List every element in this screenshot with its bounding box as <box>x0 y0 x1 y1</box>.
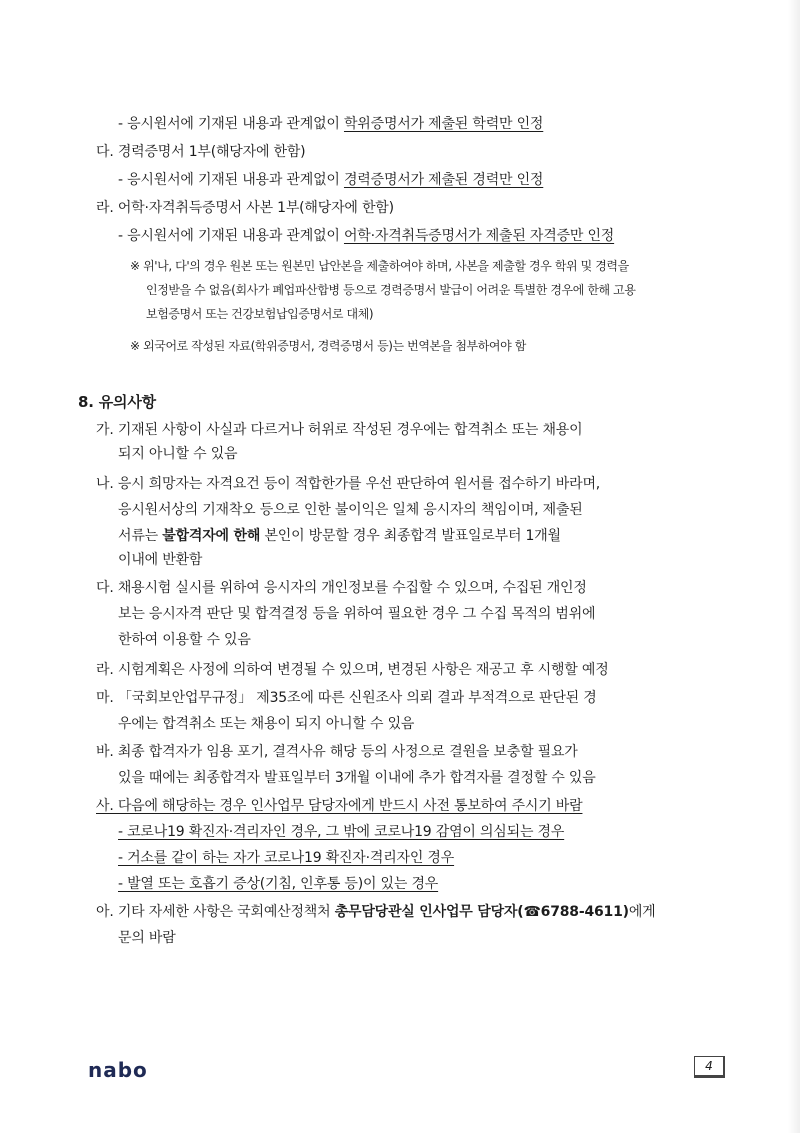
section-heading: 8. 유의사항 <box>78 393 156 411</box>
item-ba-line2: 있을 때에는 최종합격자 발표일부터 3개월 이내에 추가 합격자를 결정할 수 있음 <box>118 770 596 786</box>
item-da-career: 다. 경력증명서 1부(해당자에 한함) <box>96 144 306 160</box>
item-ma-line2: 우에는 합격취소 또는 채용이 되지 아니할 수 있음 <box>118 716 415 732</box>
nabo-logo: nabo <box>88 1058 148 1082</box>
item-na-line2: 응시원서상의 기재착오 등으로 인한 불이익은 일체 응시자의 책임이며, 제출된 <box>118 502 583 518</box>
item-a-text-post: 에게 <box>628 904 656 920</box>
item-na-line3 <box>118 526 561 546</box>
item-na-line4: 이내에 반환함 <box>118 552 203 568</box>
career-rule-underlined: 경력증명서가 제출된 경력만 인정 <box>343 172 544 188</box>
item-sa-bullet-2: - 거소를 같이 하는 자가 코로나19 확진자·격리자인 경우 <box>118 850 455 866</box>
note-original-docs-1: ※ 위'나, 다'의 경우 원본 또는 원본민 납안본을 제출하여야 하며, 사본을 제출할 경우 학위 및 경력을 <box>130 259 629 273</box>
item-ra-certificate: 라. 어학·자격취득증명서 사본 1부(해당자에 한함) <box>96 200 394 216</box>
degree-rule-text: - 응시원서에 기재된 내용과 관계없이 <box>118 116 344 132</box>
item-a-line2: 문의 바람 <box>118 930 176 946</box>
item-a-line1 <box>96 902 655 922</box>
page-number-box <box>694 1056 725 1078</box>
item-da-line3: 한하여 이용할 수 있음 <box>118 632 251 648</box>
item-ma-line1: 마. 「국회보안업무규정」 제35조에 따른 신원조사 의뢰 결과 부적격으로 판단된 경 <box>96 690 597 706</box>
item-ra-line: 라. 시험계획은 사정에 의하여 변경될 수 있으며, 변경된 사항은 재공고 후 시행할 예정 <box>96 662 609 678</box>
item-ba-line1: 바. 최종 합격자가 임용 포기, 결격사유 해당 등의 사정으로 결원을 보충할 필요가 <box>96 744 578 760</box>
career-rule-text: - 응시원서에 기재된 내용과 관계없이 <box>118 172 344 188</box>
certificate-rule-underlined: 어학·자격취득증명서가 제출된 자격증만 인정 <box>343 228 615 244</box>
item-sa-bullet-1: - 코로나19 확진자·격리자인 경우, 그 밖에 코로나19 감염이 의심되는 경우 <box>118 824 565 840</box>
item-na-bold: 불합격자에 한해 <box>162 528 261 544</box>
item-sa-bullet-3: - 발열 또는 호흡기 증상(기침, 인후통 등)이 있는 경우 <box>118 876 439 892</box>
item-na-text: 서류는 <box>118 528 163 544</box>
contact-bold: 총무담당관실 인사업무 담당자(☎6788-4611) <box>334 904 629 920</box>
page-number: 4 <box>705 1059 713 1073</box>
item-na-text-post: 본인이 방문할 경우 최종합격 발표일로부터 1개월 <box>260 528 561 544</box>
degree-rule-underlined: 학위증명서가 제출된 학력만 인정 <box>343 116 544 132</box>
note-translation: ※ 외국어로 작성된 자료(학위증명서, 경력증명서 등)는 번역본을 첨부하여야 함 <box>130 339 526 353</box>
career-rule-line <box>118 170 543 190</box>
certificate-rule-line <box>118 226 614 246</box>
note-original-docs-3: 보험증명서 또는 건강보험납입증명서로 대체) <box>146 307 374 321</box>
item-da-line2: 보는 응시자격 판단 및 합격결정 등을 위하여 필요한 경우 그 수집 목적의 범위에 <box>118 606 596 622</box>
item-ga-line2: 되지 아니할 수 있음 <box>118 446 238 462</box>
note-original-docs-2: 인정받을 수 없음(회사가 폐업파산합병 등으로 경력증명서 발급이 어려운 특별한 경우에 한해 고용 <box>146 283 636 297</box>
item-ga-line1: 가. 기재된 사항이 사실과 다르거나 허위로 작성된 경우에는 합격취소 또는 채용이 <box>96 422 583 438</box>
degree-rule-line <box>118 114 543 134</box>
item-sa-line: 사. 다음에 해당하는 경우 인사업무 담당자에게 반드시 사전 통보하여 주시기 바람 <box>96 798 583 814</box>
item-na-line1: 나. 응시 희망자는 자격요건 등이 적합한가를 우선 판단하여 원서를 접수하기 바라며, <box>96 476 601 492</box>
certificate-rule-text: - 응시원서에 기재된 내용과 관계없이 <box>118 228 344 244</box>
item-a-text: 아. 기타 자세한 사항은 국회예산정책처 <box>96 904 335 920</box>
page-edge-shadow <box>788 0 800 1133</box>
item-da-line1: 다. 채용시험 실시를 위하여 응시자의 개인정보를 수집할 수 있으며, 수집된 개인정 <box>96 580 587 596</box>
